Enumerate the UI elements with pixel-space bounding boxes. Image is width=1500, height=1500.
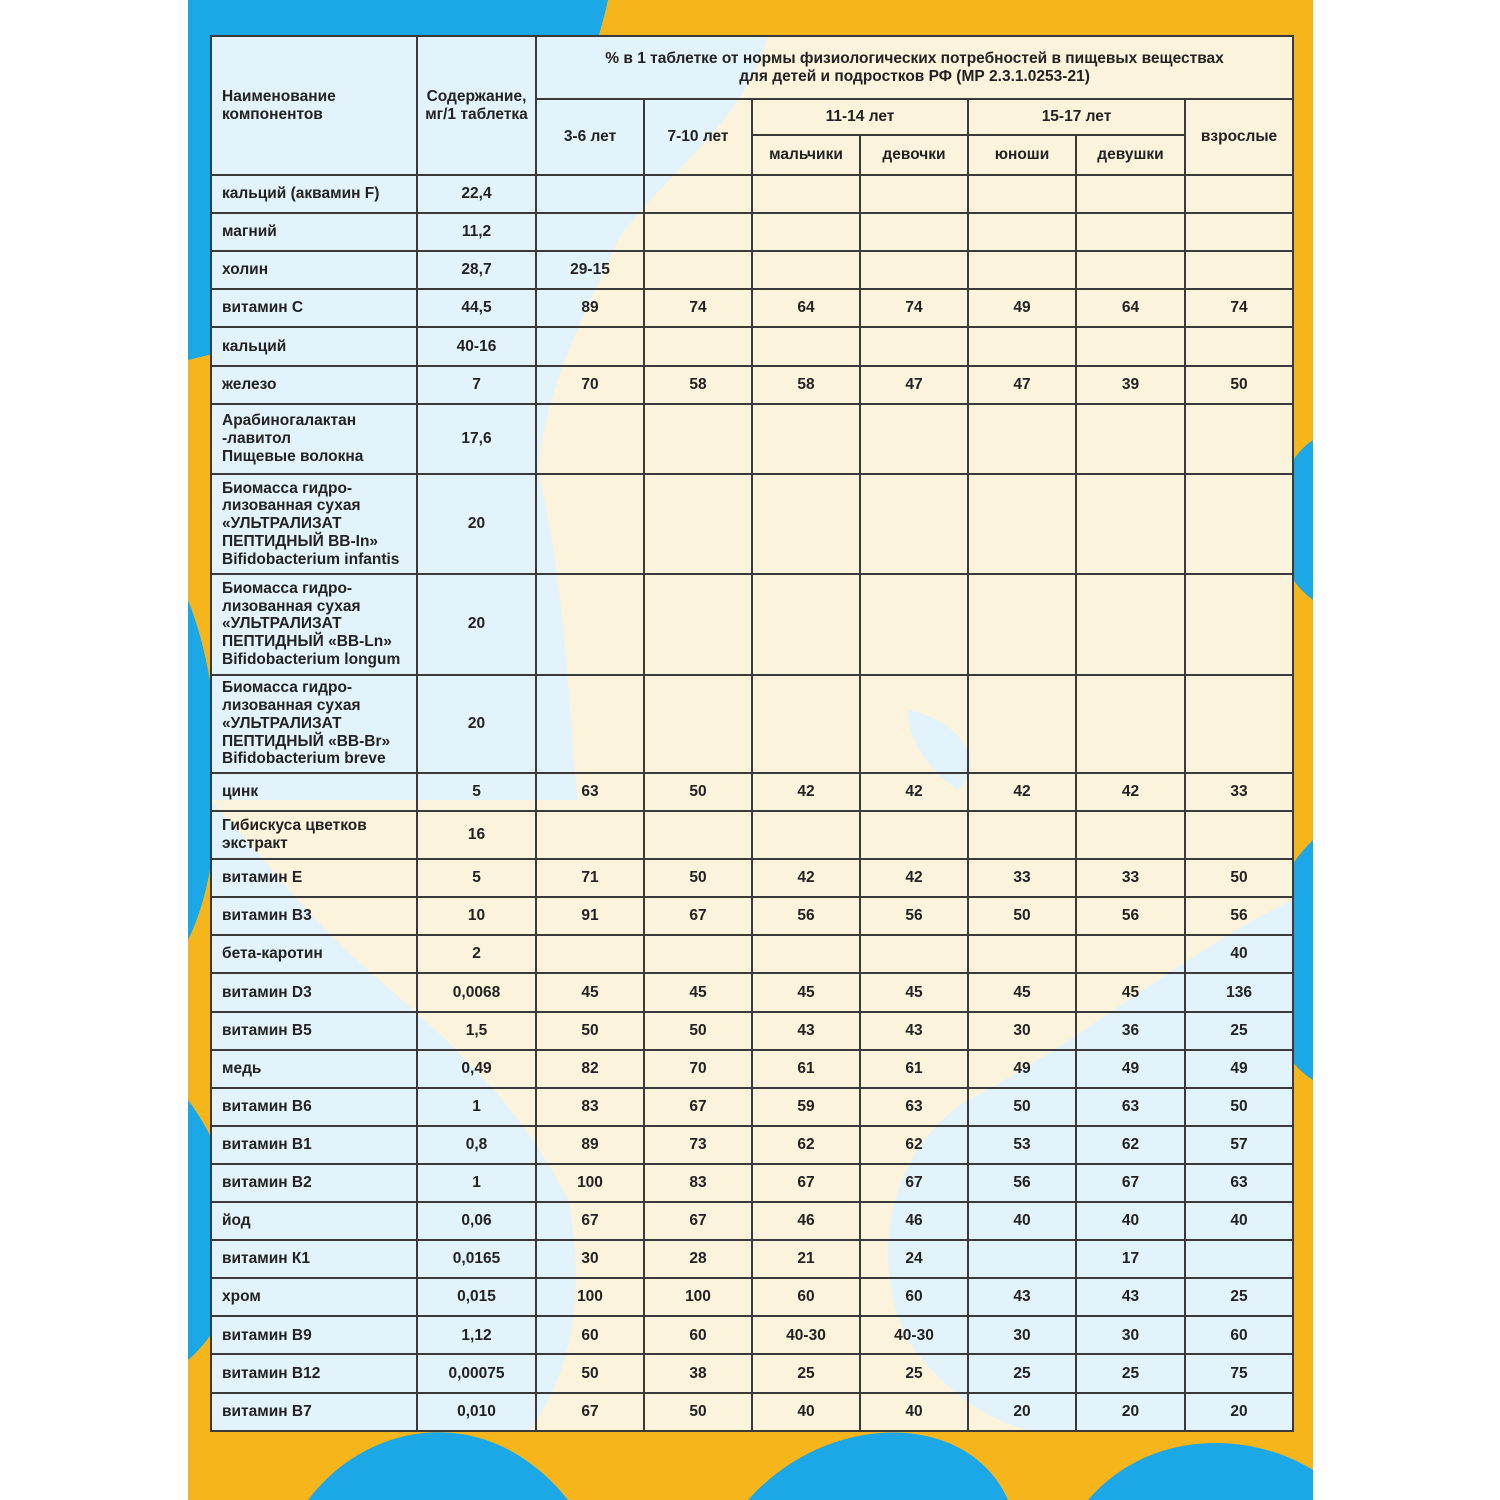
table-row <box>211 1088 1293 1126</box>
percent-value <box>968 213 1076 251</box>
table-row <box>211 574 1293 674</box>
header-age-7-10: 7-10 лет <box>644 99 752 175</box>
percent-value: 43 <box>968 1278 1076 1316</box>
percent-value: 63 <box>1185 1164 1293 1202</box>
component-name: витамин В3 <box>211 897 417 935</box>
component-name: витамин Е <box>211 859 417 897</box>
percent-value <box>1076 935 1185 973</box>
header-girls: девочки <box>860 135 968 175</box>
percent-value <box>644 175 752 213</box>
percent-value: 100 <box>536 1164 644 1202</box>
percent-value: 28 <box>644 1240 752 1278</box>
component-content: 0,06 <box>417 1202 536 1240</box>
percent-value: 25 <box>1185 1012 1293 1050</box>
percent-value: 40 <box>1185 935 1293 973</box>
header-content-column: Содержание, мг/1 таблетка <box>417 36 536 175</box>
component-content: 40-16 <box>417 327 536 365</box>
percent-value <box>1185 675 1293 773</box>
percent-value <box>968 251 1076 289</box>
component-name: йод <box>211 1202 417 1240</box>
percent-value <box>860 251 968 289</box>
percent-value: 83 <box>644 1164 752 1202</box>
percent-value: 17 <box>1076 1240 1185 1278</box>
component-name: медь <box>211 1050 417 1088</box>
percent-value <box>644 404 752 474</box>
percent-value: 74 <box>1185 289 1293 327</box>
percent-value: 45 <box>1076 973 1185 1011</box>
percent-value: 75 <box>1185 1354 1293 1392</box>
table-row <box>211 1164 1293 1202</box>
percent-value: 25 <box>1076 1354 1185 1392</box>
component-content: 11,2 <box>417 213 536 251</box>
header-age-3-6: 3-6 лет <box>536 99 644 175</box>
percent-value: 50 <box>1185 859 1293 897</box>
percent-value: 20 <box>1076 1393 1185 1431</box>
percent-value: 82 <box>536 1050 644 1088</box>
percent-value <box>860 935 968 973</box>
percent-value: 62 <box>1076 1126 1185 1164</box>
percent-value: 67 <box>536 1393 644 1431</box>
percent-value: 67 <box>644 897 752 935</box>
percent-value <box>752 574 860 674</box>
table-row <box>211 289 1293 327</box>
percent-value: 20 <box>1185 1393 1293 1431</box>
percent-value: 56 <box>968 1164 1076 1202</box>
percent-value: 43 <box>1076 1278 1185 1316</box>
component-content: 1,5 <box>417 1012 536 1050</box>
percent-value: 58 <box>644 366 752 404</box>
percent-value: 62 <box>752 1126 860 1164</box>
percent-value: 21 <box>752 1240 860 1278</box>
table-row <box>211 935 1293 973</box>
percent-value <box>752 404 860 474</box>
percent-value: 40 <box>860 1393 968 1431</box>
header-young-women: девушки <box>1076 135 1185 175</box>
percent-value <box>536 327 644 365</box>
table-body <box>211 175 1293 1431</box>
percent-value: 60 <box>1185 1316 1293 1354</box>
component-content: 0,0068 <box>417 973 536 1011</box>
component-content: 44,5 <box>417 289 536 327</box>
header-boys: мальчики <box>752 135 860 175</box>
percent-value: 64 <box>752 289 860 327</box>
percent-value: 49 <box>1076 1050 1185 1088</box>
percent-value <box>536 474 644 574</box>
percent-value <box>752 675 860 773</box>
percent-value: 60 <box>860 1278 968 1316</box>
percent-value: 50 <box>1185 366 1293 404</box>
component-content: 10 <box>417 897 536 935</box>
percent-value: 63 <box>536 773 644 811</box>
percent-value: 89 <box>536 289 644 327</box>
component-content: 1 <box>417 1164 536 1202</box>
percent-value <box>1185 474 1293 574</box>
percent-value: 45 <box>752 973 860 1011</box>
percent-value: 67 <box>752 1164 860 1202</box>
percent-value: 30 <box>536 1240 644 1278</box>
percent-value: 63 <box>1076 1088 1185 1126</box>
component-content: 20 <box>417 574 536 674</box>
percent-value <box>860 213 968 251</box>
percent-value: 56 <box>1185 897 1293 935</box>
percent-value <box>1185 327 1293 365</box>
percent-value <box>752 474 860 574</box>
percent-value: 39 <box>1076 366 1185 404</box>
percent-value: 43 <box>860 1012 968 1050</box>
percent-value: 83 <box>536 1088 644 1126</box>
percent-value: 56 <box>860 897 968 935</box>
percent-value: 58 <box>752 366 860 404</box>
table-row <box>211 404 1293 474</box>
component-name: Арабиногалактан -лавитол Пищевые волокна <box>211 404 417 474</box>
percent-value: 33 <box>1076 859 1185 897</box>
percent-value: 57 <box>1185 1126 1293 1164</box>
percent-value: 59 <box>752 1088 860 1126</box>
percent-value: 49 <box>968 1050 1076 1088</box>
percent-value <box>1076 213 1185 251</box>
percent-value <box>1076 675 1185 773</box>
percent-value: 60 <box>752 1278 860 1316</box>
percent-value: 24 <box>860 1240 968 1278</box>
table-row <box>211 897 1293 935</box>
percent-value: 67 <box>536 1202 644 1240</box>
percent-value: 45 <box>860 973 968 1011</box>
percent-value <box>752 251 860 289</box>
component-content: 17,6 <box>417 404 536 474</box>
table-row <box>211 1278 1293 1316</box>
percent-value <box>536 675 644 773</box>
percent-value: 46 <box>752 1202 860 1240</box>
percent-value: 45 <box>968 973 1076 1011</box>
component-content: 5 <box>417 773 536 811</box>
percent-value <box>968 404 1076 474</box>
percent-value: 43 <box>752 1012 860 1050</box>
percent-value <box>752 811 860 859</box>
component-content: 0,015 <box>417 1278 536 1316</box>
percent-value: 47 <box>968 366 1076 404</box>
percent-value <box>1076 811 1185 859</box>
percent-value <box>644 474 752 574</box>
percent-value: 33 <box>1185 773 1293 811</box>
component-name: железо <box>211 366 417 404</box>
table-row <box>211 1393 1293 1431</box>
percent-value: 50 <box>968 897 1076 935</box>
percent-value <box>968 474 1076 574</box>
table-row <box>211 1316 1293 1354</box>
percent-value: 70 <box>644 1050 752 1088</box>
percent-value: 30 <box>968 1316 1076 1354</box>
table-row <box>211 773 1293 811</box>
component-name: витамин В5 <box>211 1012 417 1050</box>
table-row <box>211 251 1293 289</box>
percent-value <box>1185 175 1293 213</box>
percent-value <box>860 327 968 365</box>
percent-value <box>968 1240 1076 1278</box>
percent-value: 67 <box>644 1202 752 1240</box>
percent-value: 36 <box>1076 1012 1185 1050</box>
component-name: Биомасса гидро- лизованная сухая «УЛЬТРАЛИЗАТ ПЕПТИДНЫЙ «BB-Ln» Bifidobacterium longum <box>211 574 417 674</box>
percent-value <box>752 327 860 365</box>
component-name: витамин С <box>211 289 417 327</box>
percent-value <box>1185 213 1293 251</box>
component-name: витамин D3 <box>211 973 417 1011</box>
component-name: Гибискуса цветков экстракт <box>211 811 417 859</box>
percent-value <box>536 404 644 474</box>
percent-value <box>968 675 1076 773</box>
component-name: витамин В6 <box>211 1088 417 1126</box>
percent-value: 67 <box>1076 1164 1185 1202</box>
percent-value: 25 <box>752 1354 860 1392</box>
table-row <box>211 327 1293 365</box>
percent-value <box>860 404 968 474</box>
component-content: 7 <box>417 366 536 404</box>
percent-value: 64 <box>1076 289 1185 327</box>
component-name: кальций (аквамин F) <box>211 175 417 213</box>
component-name: витамин В2 <box>211 1164 417 1202</box>
percent-value <box>536 213 644 251</box>
percent-value <box>644 327 752 365</box>
component-name: холин <box>211 251 417 289</box>
percent-value: 40 <box>752 1393 860 1431</box>
percent-value: 71 <box>536 859 644 897</box>
percent-value: 62 <box>860 1126 968 1164</box>
percent-value: 74 <box>644 289 752 327</box>
component-content: 0,00075 <box>417 1354 536 1392</box>
table-row <box>211 1202 1293 1240</box>
percent-value <box>1076 327 1185 365</box>
header-percent-title: % в 1 таблетке от нормы физиологических потребностей в пищевых веществах для детей и подростков РФ (МР 2.3.1.0253-21) <box>536 36 1293 99</box>
component-content: 2 <box>417 935 536 973</box>
percent-value <box>1076 404 1185 474</box>
percent-value: 33 <box>968 859 1076 897</box>
percent-value <box>968 327 1076 365</box>
component-content: 1 <box>417 1088 536 1126</box>
component-name: Биомасса гидро- лизованная сухая «УЛЬТРАЛИЗАТ ПЕПТИДНЫЙ «BB-Br» Bifidobacterium breve <box>211 675 417 773</box>
percent-value: 45 <box>644 973 752 1011</box>
percent-value: 67 <box>860 1164 968 1202</box>
percent-value <box>536 574 644 674</box>
percent-value <box>1076 251 1185 289</box>
percent-value: 50 <box>644 859 752 897</box>
table-row <box>211 1050 1293 1088</box>
percent-value <box>644 574 752 674</box>
percent-value <box>968 175 1076 213</box>
percent-value: 45 <box>536 973 644 1011</box>
percent-value: 100 <box>644 1278 752 1316</box>
component-name: бета-каротин <box>211 935 417 973</box>
header-age-15-17: 15-17 лет <box>968 99 1185 135</box>
percent-value <box>536 175 644 213</box>
percent-value: 50 <box>644 1012 752 1050</box>
component-content: 20 <box>417 675 536 773</box>
component-content: 20 <box>417 474 536 574</box>
percent-value: 30 <box>968 1012 1076 1050</box>
percent-value: 74 <box>860 289 968 327</box>
percent-value <box>860 574 968 674</box>
percent-value <box>1185 574 1293 674</box>
percent-value: 25 <box>860 1354 968 1392</box>
percent-value <box>968 811 1076 859</box>
percent-value: 49 <box>968 289 1076 327</box>
percent-value: 63 <box>860 1088 968 1126</box>
percent-value: 136 <box>1185 973 1293 1011</box>
percent-value: 25 <box>1185 1278 1293 1316</box>
percent-value: 67 <box>644 1088 752 1126</box>
component-name: магний <box>211 213 417 251</box>
percent-value: 91 <box>536 897 644 935</box>
percent-value: 60 <box>536 1316 644 1354</box>
percent-value: 56 <box>1076 897 1185 935</box>
percent-value: 46 <box>860 1202 968 1240</box>
percent-value <box>1185 251 1293 289</box>
table-row <box>211 366 1293 404</box>
percent-value <box>1185 811 1293 859</box>
percent-value <box>1076 474 1185 574</box>
percent-value <box>860 675 968 773</box>
component-name: витамин В12 <box>211 1354 417 1392</box>
percent-value: 42 <box>1076 773 1185 811</box>
table-row <box>211 811 1293 859</box>
component-name: витамин В7 <box>211 1393 417 1431</box>
percent-value: 30 <box>1076 1316 1185 1354</box>
component-name: цинк <box>211 773 417 811</box>
table-row <box>211 1354 1293 1392</box>
percent-value <box>968 574 1076 674</box>
percent-value <box>860 474 968 574</box>
percent-value <box>968 935 1076 973</box>
component-content: 5 <box>417 859 536 897</box>
table-row <box>211 474 1293 574</box>
percent-value <box>860 811 968 859</box>
percent-value <box>752 213 860 251</box>
component-content: 0,49 <box>417 1050 536 1088</box>
percent-value: 40-30 <box>752 1316 860 1354</box>
component-content: 28,7 <box>417 251 536 289</box>
table-row <box>211 175 1293 213</box>
percent-value: 56 <box>752 897 860 935</box>
header-young-men: юноши <box>968 135 1076 175</box>
header-adults: взрослые <box>1185 99 1293 175</box>
percent-value: 50 <box>536 1354 644 1392</box>
header-age-11-14: 11-14 лет <box>752 99 968 135</box>
component-name: витамин К1 <box>211 1240 417 1278</box>
poster-background <box>188 0 1313 1500</box>
component-content: 0,8 <box>417 1126 536 1164</box>
component-name: кальций <box>211 327 417 365</box>
percent-value: 29-15 <box>536 251 644 289</box>
component-content: 1,12 <box>417 1316 536 1354</box>
percent-value: 49 <box>1185 1050 1293 1088</box>
percent-value: 61 <box>752 1050 860 1088</box>
percent-value <box>644 935 752 973</box>
percent-value: 42 <box>860 859 968 897</box>
percent-value: 61 <box>860 1050 968 1088</box>
percent-value: 25 <box>968 1354 1076 1392</box>
percent-value: 42 <box>752 859 860 897</box>
nutrient-table <box>210 35 1294 1432</box>
percent-value: 73 <box>644 1126 752 1164</box>
percent-value: 40 <box>1185 1202 1293 1240</box>
percent-value: 40 <box>1076 1202 1185 1240</box>
table-row <box>211 1012 1293 1050</box>
percent-value <box>1185 1240 1293 1278</box>
percent-value: 70 <box>536 366 644 404</box>
table-row <box>211 973 1293 1011</box>
percent-value: 40-30 <box>860 1316 968 1354</box>
percent-value: 40 <box>968 1202 1076 1240</box>
component-name: хром <box>211 1278 417 1316</box>
header-name-column: Наименование компонентов <box>211 36 417 175</box>
percent-value: 50 <box>644 1393 752 1431</box>
percent-value: 20 <box>968 1393 1076 1431</box>
component-content: 0,0165 <box>417 1240 536 1278</box>
component-content: 16 <box>417 811 536 859</box>
percent-value <box>644 213 752 251</box>
component-content: 0,010 <box>417 1393 536 1431</box>
table-row <box>211 213 1293 251</box>
percent-value: 89 <box>536 1126 644 1164</box>
percent-value: 50 <box>536 1012 644 1050</box>
percent-value <box>1185 404 1293 474</box>
percent-value: 50 <box>1185 1088 1293 1126</box>
percent-value: 38 <box>644 1354 752 1392</box>
percent-value <box>1076 574 1185 674</box>
table-row <box>211 1240 1293 1278</box>
percent-value: 50 <box>968 1088 1076 1126</box>
percent-value <box>536 811 644 859</box>
percent-value <box>644 811 752 859</box>
percent-value: 53 <box>968 1126 1076 1164</box>
table-row <box>211 675 1293 773</box>
percent-value <box>752 175 860 213</box>
percent-value: 60 <box>644 1316 752 1354</box>
percent-value: 50 <box>644 773 752 811</box>
component-name: витамин В9 <box>211 1316 417 1354</box>
percent-value <box>860 175 968 213</box>
percent-value: 42 <box>968 773 1076 811</box>
percent-value: 100 <box>536 1278 644 1316</box>
percent-value: 42 <box>752 773 860 811</box>
percent-value <box>644 251 752 289</box>
percent-value: 42 <box>860 773 968 811</box>
percent-value <box>752 935 860 973</box>
table-row <box>211 1126 1293 1164</box>
table-row <box>211 859 1293 897</box>
percent-value: 47 <box>860 366 968 404</box>
percent-value <box>644 675 752 773</box>
component-name: витамин В1 <box>211 1126 417 1164</box>
component-content: 22,4 <box>417 175 536 213</box>
percent-value <box>536 935 644 973</box>
component-name: Биомасса гидро- лизованная сухая «УЛЬТРАЛИЗАТ ПЕПТИДНЫЙ BB-In» Bifidobacterium infantis <box>211 474 417 574</box>
percent-value <box>1076 175 1185 213</box>
